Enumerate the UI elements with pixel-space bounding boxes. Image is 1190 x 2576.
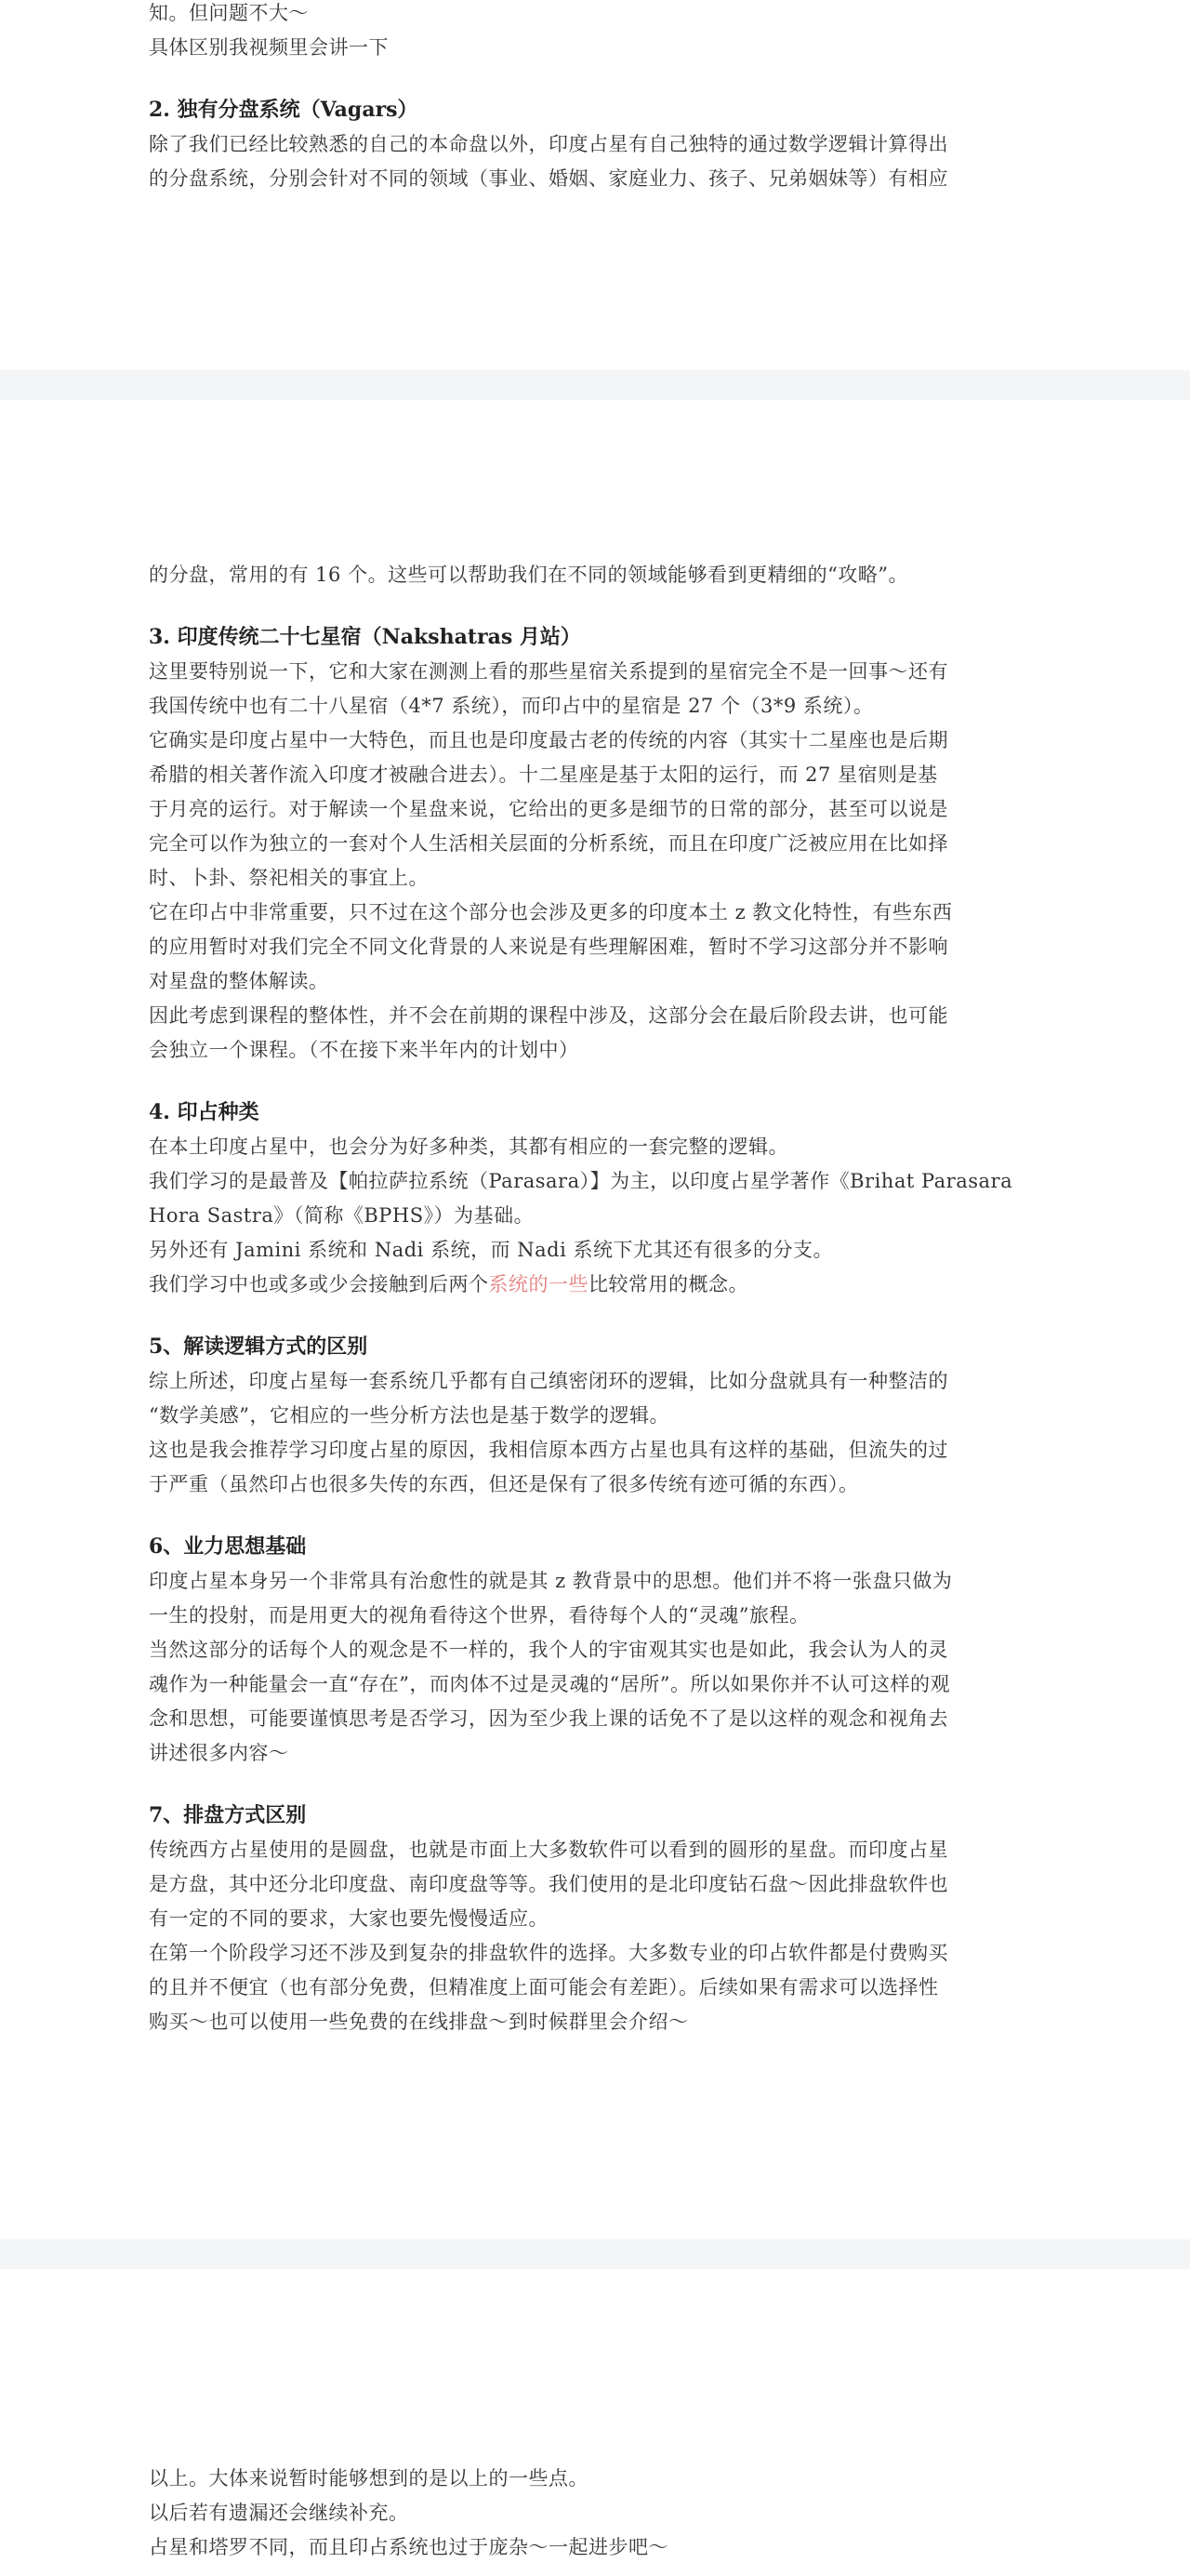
text-line: 购买～也可以使用一些免费的在线排盘～到时候群里会介绍～ (149, 2011, 689, 2033)
page-gap (0, 2239, 1190, 2269)
section-heading-3: 3. 印度传统二十七星宿（Nakshatras 月站） (149, 625, 581, 649)
text-line: 于月亮的运行。对于解读一个星盘来说，它给出的更多是细节的日常的部分，甚至可以说是 (149, 798, 948, 820)
text-line: 另外还有 Jamini 系统和 Nadi 系统，而 Nadi 系统下尤其还有很多的分支。 (149, 1239, 833, 1261)
text-line: 的应用暂时对我们完全不同文化背景的人来说是有些理解困难，暂时不学习这部分并不影响 (149, 936, 948, 958)
text-line: “数学美感”，它相应的一些分析方法也是基于数学的逻辑。 (149, 1404, 669, 1427)
section-heading-5: 5、解读逻辑方式的区别 (149, 1334, 368, 1359)
text-line-mixed (149, 1268, 1064, 1302)
text-line: 除了我们已经比较熟悉的自己的本命盘以外，印度占星有自己独特的通过数学逻辑计算得出 (149, 133, 948, 155)
text-line: 传统西方占星使用的是圆盘，也就是市面上大多数软件可以看到的圆形的星盘。而印度占星 (149, 1839, 948, 1861)
section-heading-7: 7、排盘方式区别 (149, 1803, 307, 1827)
page-gap (0, 370, 1190, 400)
text-line: 当然这部分的话每个人的观念是不一样的，我个人的宇宙观其实也是如此，我会认为人的灵 (149, 1639, 948, 1661)
text-line: 综上所述，印度占星每一套系统几乎都有自己缜密闭环的逻辑，比如分盘就具有一种整洁的 (149, 1370, 948, 1392)
text-line: 具体区别我视频里会讲一下 (149, 36, 389, 59)
text-line: 它确实是印度占星中一大特色，而且也是印度最古老的传统的内容（其实十二星座也是后期 (149, 729, 948, 751)
text-span: 比较常用的概念。 (588, 1273, 748, 1295)
text-line: 讲述很多内容～ (149, 1742, 289, 1764)
text-line: Hora Sastra》（简称《BPHS》）为基础。 (149, 1204, 535, 1227)
text-line: 占星和塔罗不同，而且印占系统也过于庞杂～一起进步吧～ (149, 2536, 668, 2558)
text-line: 我国传统中也有二十八星宿（4*7 系统），而印占中的星宿是 27 个（3*9 系统）。 (149, 695, 874, 717)
text-line: 知。但问题不大～ (149, 2, 309, 24)
text-line: 希腊的相关著作流入印度才被融合进去）。十二星座是基于太阳的运行，而 27 星宿则是基 (149, 764, 938, 786)
text-line: 于严重（虽然印占也很多失传的东西，但还是保有了很多传统有迹可循的东西）。 (149, 1473, 859, 1495)
section-heading-4: 4. 印占种类 (149, 1100, 259, 1124)
text-line: 一生的投射，而是用更大的视角看待这个世界，看待每个人的“灵魂”旅程。 (149, 1604, 810, 1627)
text-span: 我们学习中也或多或少会接触到后两个 (149, 1273, 489, 1295)
text-line: 它在印占中非常重要，只不过在这个部分也会涉及更多的印度本土 z 教文化特性，有些东西 (149, 901, 953, 923)
text-line: 会独立一个课程。（不在接下来半年内的计划中） (149, 1039, 579, 1061)
document-page-2 (0, 400, 1190, 2239)
faint-text-span: 系统的一些 (488, 1273, 588, 1295)
text-line: 有一定的不同的要求，大家也要先慢慢适应。 (149, 1907, 549, 1930)
text-line: 时、卜卦、祭祀相关的事宜上。 (149, 867, 429, 889)
text-line: 这也是我会推荐学习印度占星的原因，我相信原本西方占星也具有这样的基础，但流失的过 (149, 1439, 948, 1461)
text-line: 的分盘，常用的有 16 个。这些可以帮助我们在不同的领域能够看到更精细的“攻略”。 (149, 564, 909, 586)
text-line: 的分盘系统，分别会针对不同的领域（事业、婚姻、家庭业力、孩子、兄弟姻妹等）有相应 (149, 167, 948, 190)
document-page-3 (0, 2269, 1190, 2576)
text-line: 在本土印度占星中，也会分为好多种类，其都有相应的一套完整的逻辑。 (149, 1135, 788, 1158)
text-line: 这里要特别说一下，它和大家在测测上看的那些星宿关系提到的星宿完全不是一回事～还有 (149, 660, 948, 683)
text-line: 因此考虑到课程的整体性，并不会在前期的课程中涉及，这部分会在最后阶段去讲，也可能 (149, 1004, 948, 1027)
text-line: 对星盘的整体解读。 (149, 970, 329, 992)
document-page-1 (0, 0, 1190, 370)
text-line: 印度占星本身另一个非常具有治愈性的就是其 z 教背景中的思想。他们并不将一张盘只做为 (149, 1570, 953, 1592)
text-line: 念和思想，可能要谨慎思考是否学习，因为至少我上课的话免不了是以这样的观念和视角去 (149, 1707, 948, 1730)
text-line: 魂作为一种能量会一直“存在”，而肉体不过是灵魂的“居所”。所以如果你并不认可这样的观 (149, 1673, 950, 1695)
text-line: 以上。大体来说暂时能够想到的是以上的一些点。 (149, 2467, 588, 2490)
text-line: 我们学习的是最普及【帕拉萨拉系统（Parasara）】为主，以印度占星学著作《Brihat Parasara (149, 1170, 1013, 1192)
text-line: 以后若有遗漏还会继续补充。 (149, 2502, 409, 2524)
text-line: 完全可以作为独立的一套对个人生活相关层面的分析系统，而且在印度广泛被应用在比如择 (149, 832, 948, 855)
section-heading-6: 6、业力思想基础 (149, 1534, 307, 1559)
text-line: 的且并不便宜（也有部分免费，但精准度上面可能会有差距）。后续如果有需求可以选择性 (149, 1976, 939, 1998)
text-line: 在第一个阶段学习还不涉及到复杂的排盘软件的选择。大多数专业的印占软件都是付费购买 (149, 1942, 948, 1964)
text-line: 是方盘，其中还分北印度盘、南印度盘等等。我们使用的是北印度钻石盘～因此排盘软件也 (149, 1873, 948, 1895)
section-heading-2: 2. 独有分盘系统（Vagars） (149, 98, 418, 122)
